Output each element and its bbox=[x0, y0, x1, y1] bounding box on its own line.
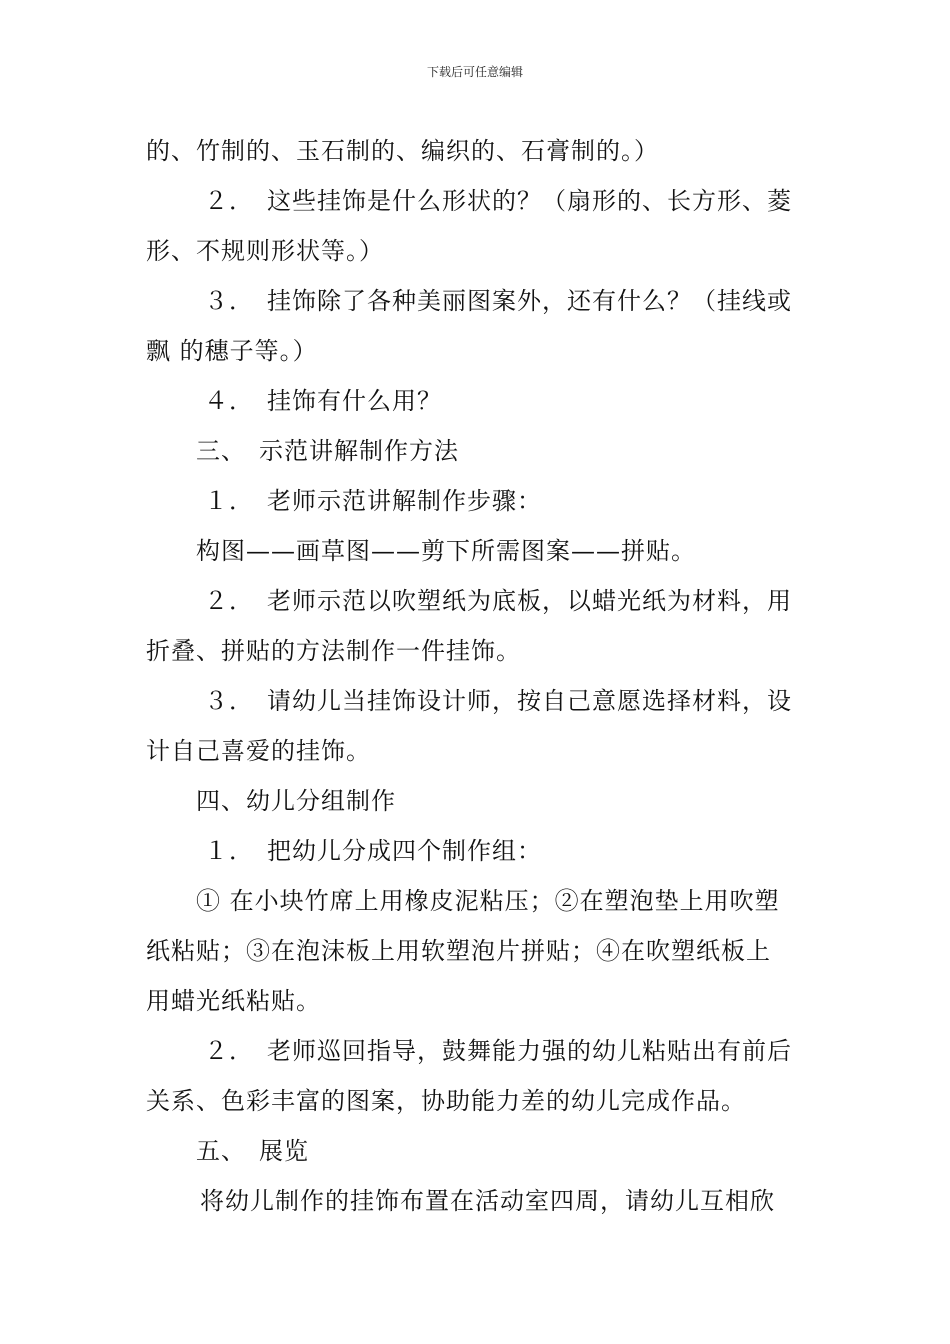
list-item-line: ２． 这些挂饰是什么形状的？（扇形的、长方形、菱 bbox=[204, 187, 792, 215]
paragraph-line: 形、不规则形状等。） bbox=[146, 237, 384, 265]
document-body bbox=[146, 126, 810, 1226]
section-heading: 五、 展览 bbox=[196, 1137, 309, 1165]
list-item-line: ４． 挂饰有什么用？ bbox=[204, 387, 442, 415]
paragraph-line: 飘 的穗子等。） bbox=[146, 337, 318, 365]
paragraph-line: 计自己喜爱的挂饰。 bbox=[146, 737, 371, 765]
paragraph-line: 纸粘贴；③在泡沫板上用软塑泡片拼贴；④在吹塑纸板上 bbox=[146, 937, 771, 965]
paragraph-line: 关系、色彩丰富的图案，协助能力差的幼儿完成作品。 bbox=[146, 1087, 746, 1115]
paragraph-line: 的、竹制的、玉石制的、编织的、石膏制的。） bbox=[146, 137, 659, 165]
list-item-line: ２． 老师巡回指导，鼓舞能力强的幼儿粘贴出有前后 bbox=[204, 1037, 792, 1065]
section-heading: 三、 示范讲解制作方法 bbox=[196, 437, 459, 465]
paragraph-line: 折叠、拼贴的方法制作一件挂饰。 bbox=[146, 637, 521, 665]
section-heading: 四、幼儿分组制作 bbox=[196, 787, 396, 815]
page-header: 下载后可任意编辑 bbox=[426, 65, 523, 79]
paragraph-line: 将幼儿制作的挂饰布置在活动室四周，请幼儿互相欣 bbox=[200, 1187, 775, 1215]
list-item-line: ２． 老师示范以吹塑纸为底板，以蜡光纸为材料，用 bbox=[204, 587, 792, 615]
list-item-line: ３． 挂饰除了各种美丽图案外，还有什么？（挂线或 bbox=[204, 287, 792, 315]
list-item-line: １． 把幼儿分成四个制作组： bbox=[204, 837, 542, 865]
paragraph-line: ① 在小块竹席上用橡皮泥粘压；②在塑泡垫上用吹塑 bbox=[196, 887, 780, 915]
list-item-line: １． 老师示范讲解制作步骤： bbox=[204, 487, 542, 515]
paragraph-line: 用蜡光纸粘贴。 bbox=[146, 987, 321, 1015]
list-item-line: ３． 请幼儿当挂饰设计师，按自己意愿选择材料，设 bbox=[204, 687, 792, 715]
paragraph-line: 构图——画草图——剪下所需图案——拼贴。 bbox=[196, 537, 696, 565]
